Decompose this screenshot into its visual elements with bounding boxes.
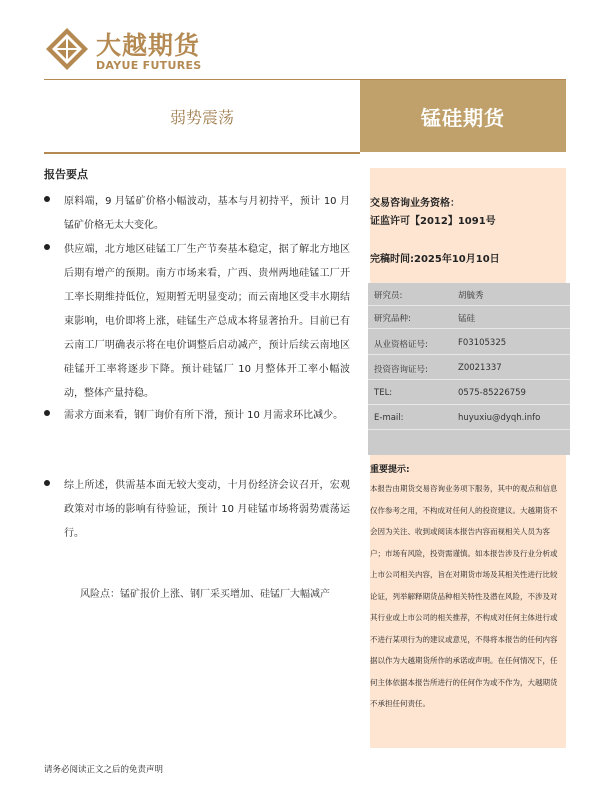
- brand-name-cn: 大越期货: [96, 31, 201, 60]
- info-row-researcher: [368, 283, 570, 305]
- important-notice-title: 重要提示:: [370, 465, 410, 475]
- info-divider: [368, 354, 570, 355]
- report-title-banner: 锰硅期货: [360, 80, 566, 152]
- info-row-email: [368, 407, 570, 429]
- info-row-variety: [368, 306, 570, 328]
- summary-bullet: [44, 190, 350, 238]
- notice-line: 论证，列举解释期货品种相关特性及潜在风险，不涉及对: [370, 591, 558, 601]
- info-divider: [368, 379, 570, 380]
- subtitle-divider: [44, 152, 360, 154]
- bullet-dot-icon: [44, 196, 50, 202]
- info-row-consult-id: [368, 357, 570, 379]
- info-value: F03105325: [458, 338, 507, 348]
- analyst-info-table: [368, 283, 570, 455]
- info-label: 研究品种:: [374, 314, 411, 324]
- info-divider: [368, 328, 570, 329]
- info-row-qualification: [368, 332, 570, 354]
- notice-line: 何主体依据本报告所进行的任何作为或不作为，大越期货: [370, 677, 558, 687]
- bullet-dot-icon: [44, 244, 50, 250]
- notice-line: 上市公司相关内容，旨在对期货市场及其相关性进行比较: [370, 570, 558, 579]
- license-number: 证监许可【2012】1091号: [370, 216, 496, 227]
- diamond-logo-icon: [44, 26, 90, 72]
- info-divider: [368, 404, 570, 405]
- summary-heading: 报告要点: [44, 168, 88, 181]
- info-label: 研究员:: [374, 291, 403, 301]
- important-notice-body: [370, 478, 562, 715]
- info-label: 从业资格证号:: [374, 340, 428, 350]
- info-label: TEL:: [374, 388, 393, 398]
- notice-line: 不承担任何责任。: [370, 699, 430, 708]
- info-label: 投资咨询证号:: [374, 365, 428, 375]
- info-row-tel: [368, 382, 570, 404]
- summary-bullet-text: 综上所述，供需基本面无较大变动，十月份经济会议召开，宏观政策对市场的影响有待验证，预计 10 月硅锰市场将弱势震荡运行。: [64, 480, 350, 539]
- brand-name-en: DAYUE FUTURES: [96, 59, 202, 72]
- info-label: E-mail:: [374, 413, 404, 423]
- notice-line: 据以作为大越期货所作的承诺或声明。在任何情况下，任: [370, 656, 558, 665]
- info-value: 锰硅: [458, 314, 476, 324]
- footer-disclaimer: 请务必阅读正文之后的免责声明: [44, 765, 164, 775]
- info-value: 胡毓秀: [458, 291, 484, 301]
- summary-bullet-text: 需求方面来看，钢厂询价有所下滑，预计 10 月需求环比减少。: [64, 410, 344, 421]
- notice-line: 其行业或上市公司的相关推荐，不构成对任何主体进行或: [370, 613, 558, 622]
- info-divider: [368, 429, 570, 430]
- qualification-title: 交易咨询业务资格：: [370, 198, 460, 209]
- summary-bullet: [44, 474, 350, 546]
- notice-line: 会因为关注、收到或阅读本报告内容而视相关人员为客: [370, 527, 550, 536]
- report-subtitle: 弱势震荡: [169, 107, 234, 127]
- summary-bullet-text: 原料端，9 月锰矿价格小幅波动，基本与月初持平，预计 10 月锰矿价格无太大变化。: [64, 196, 350, 231]
- summary-bullet: [44, 404, 350, 428]
- bullet-dot-icon: [44, 480, 50, 486]
- notice-line: 不进行某项行为的建议或意见，不得将本报告的任何内容: [370, 634, 558, 644]
- info-value: 0575-85226759: [458, 388, 526, 398]
- notice-line: 仅作参考之用，不构成对任何人的投资建议。大越期货不: [370, 505, 558, 515]
- summary-bullet-text: 供应端，北方地区硅锰工厂生产节奏基本稳定，据了解北方地区后期有增产的预期。南方市场来看，广西、贵州两地硅锰工厂开工率长期维持低位，短期暂无明显变动；而云南地区受丰水期结束影响，电价即将上涨，硅锰生产总成本将显著抬升。目前已有云南工厂明确表示将在电价调整后启动减产，预计后续云南地区硅锰开工率将逐步下降。预计硅锰厂 10 月整体开工率小幅波动，整体产量持稳。: [64, 244, 350, 399]
- risk-points: 风险点：锰矿报价上涨、钢厂采买增加、硅锰厂大幅减产: [80, 589, 330, 600]
- company-logo: [44, 24, 224, 78]
- info-value: huyuxiu@dyqh.info: [458, 413, 541, 423]
- finish-time: 完稿时间:2025年10月10日: [370, 254, 500, 265]
- info-value: Z0021337: [458, 363, 502, 373]
- summary-bullet: [44, 238, 350, 406]
- notice-line: 户；市场有风险，投资需谨慎。如本报告涉及行业分析或: [370, 548, 558, 558]
- bullet-dot-icon: [44, 410, 50, 416]
- notice-line: 本报告由期货交易咨询业务项下服务，其中的观点和信息: [370, 484, 558, 493]
